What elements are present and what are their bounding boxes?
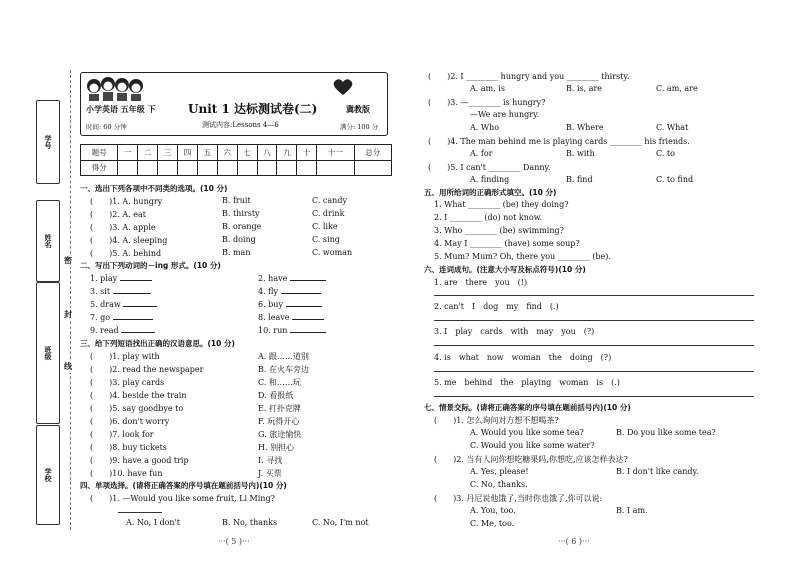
class-label: 班级: [44, 346, 52, 360]
s4-q1-opt-a: A. No, I don't: [126, 518, 180, 527]
score-cell[interactable]: [277, 160, 297, 176]
school-label: 学校: [44, 468, 52, 482]
binding-sidebar: [30, 100, 64, 530]
s6-item: 5. me behind the playing woman is (.): [434, 378, 620, 387]
full-score-label: 满分: 100 分: [340, 123, 379, 131]
s4-q2: ( )2. I ________ hungry and you ________ thirsty.: [428, 72, 630, 81]
score-header-cell: 十一: [317, 145, 354, 161]
score-cell[interactable]: [138, 160, 158, 176]
s3-meaning: C. 和……玩: [258, 378, 301, 387]
s1-q2-c: C. drink: [312, 209, 345, 218]
student-number-box: [36, 100, 60, 184]
heart-icon: [332, 78, 354, 96]
page-number-left: ···( 5 )···: [218, 537, 250, 546]
s1-q1-b: B. fruit: [222, 196, 251, 205]
s4-q3: ( )3. —________ is hungry?: [428, 98, 546, 107]
time-label: 时间: 60 分钟: [86, 123, 127, 131]
score-header-cell: 八: [257, 145, 277, 161]
score-cell[interactable]: [237, 160, 257, 176]
s3-phrase: ( )3. play cards: [90, 378, 165, 387]
s4-q4-opt-a: A. for: [470, 149, 493, 158]
s1-q2-b: B. thirsty: [222, 209, 260, 218]
score-header-cell: 三: [158, 145, 178, 161]
answer-blank[interactable]: [123, 306, 157, 307]
score-header-cell: 二: [138, 145, 158, 161]
s3-meaning: I. 寻找: [258, 456, 283, 465]
answer-line[interactable]: [434, 295, 754, 296]
page-number-value: 5: [231, 537, 237, 546]
s4-q4-opt-c: C. to: [656, 149, 675, 158]
s1-q5-c: C. woman: [312, 248, 353, 257]
cartoon-kids-icon: [84, 74, 146, 102]
s2-word: 9. read: [90, 326, 119, 335]
s1-q4: ( )4. A. sleeping: [90, 236, 168, 245]
s3-meaning: G. 旅途愉快: [258, 430, 302, 439]
school-box: [36, 425, 60, 525]
score-header-cell: 九: [277, 145, 297, 161]
answer-blank[interactable]: [120, 280, 152, 281]
s3-phrase: ( )9. have a good trip: [90, 456, 189, 465]
exam-title: Unit 1 达标测试卷(二): [188, 102, 318, 116]
s1-q5-b: B. man: [222, 248, 251, 257]
s7-q2: ( )2. 当有人问你想吃糖果吗,你想吃,应该怎样表达?: [434, 455, 628, 464]
s5-item: 4. May I ________ (have) some soup?: [434, 239, 580, 248]
answer-line[interactable]: [434, 371, 754, 372]
score-cell[interactable]: [297, 160, 317, 176]
section-6-title: 六、连词成句。(注意大小写及标点符号)(10 分): [424, 265, 586, 274]
score-cell[interactable]: [158, 160, 178, 176]
s5-item: 2. I ________ (do) not know.: [434, 213, 543, 222]
s3-meaning: B. 在火车旁边: [258, 365, 309, 374]
section-1-title: 一、选出下列各项中不同类的选项。(10 分): [80, 184, 228, 193]
s1-q5: ( )5. A. behind: [90, 249, 162, 258]
score-cell[interactable]: [354, 160, 391, 176]
score-table-score-row: [81, 160, 392, 176]
answer-blank[interactable]: [118, 512, 162, 513]
s7-q3-opt-b: B. I am.: [616, 506, 648, 515]
cut-line: [70, 70, 71, 530]
s1-q3-b: B. orange: [222, 222, 262, 231]
section-3-title: 三、给下列短语找出正确的汉语意思。(10 分): [80, 339, 235, 348]
answer-blank[interactable]: [290, 280, 326, 281]
score-cell[interactable]: [257, 160, 277, 176]
s7-q1: ( )1. 怎么询问对方想不想喝茶?: [434, 416, 559, 425]
s2-word: 7. go: [90, 313, 111, 322]
name-box: [36, 200, 60, 282]
s5-item: 1. What ________ (be) they doing?: [434, 200, 569, 209]
score-header-cell: 一: [118, 145, 138, 161]
s6-item: 2. can't I dog my find (.): [434, 302, 559, 311]
s5-item: 5. Mum? Mum? Oh, there you ________ (be).: [434, 252, 611, 261]
answer-blank[interactable]: [121, 332, 155, 333]
s1-q2: ( )2. A. eat: [90, 210, 146, 219]
s2-item: [90, 313, 153, 322]
s7-q1-opt-c: C. Would you like some water?: [470, 441, 595, 450]
page-number-value: 6: [571, 537, 577, 546]
s7-q2-opt-b: B. I don't like candy.: [616, 467, 699, 476]
s7-q2-opt-c: C. No, thanks.: [470, 480, 528, 489]
score-cell[interactable]: [317, 160, 354, 176]
s2-item: [90, 326, 155, 335]
s3-meaning: J. 买票: [258, 469, 282, 478]
s2-item: [258, 326, 326, 335]
s4-q5-opt-a: A. finding: [470, 175, 510, 184]
s2-item: [90, 274, 152, 283]
test-content-label: 测试内容:Lessons 4—6: [202, 121, 279, 129]
s7-q3: ( )3. 丹尼说他饿了,当时你也饿了,你可以说:: [434, 494, 603, 503]
answer-blank[interactable]: [113, 319, 153, 320]
s2-item: [258, 313, 324, 322]
s2-item: [258, 274, 326, 283]
s4-q3-opt-c: C. What: [656, 123, 689, 132]
s1-q4-c: C. sing: [312, 235, 340, 244]
s1-q1-c: C. candy: [312, 196, 347, 205]
s2-word: 10. run: [258, 326, 288, 335]
s3-phrase: ( )6. don't worry: [90, 417, 170, 426]
s1-q4-b: B. doing: [222, 235, 256, 244]
answer-blank[interactable]: [292, 319, 324, 320]
score-table: [80, 144, 392, 176]
answer-line[interactable]: [434, 396, 754, 397]
s2-word: 8. leave: [258, 313, 290, 322]
subject-label: 小学英语 五年级 下: [86, 105, 156, 114]
score-cell[interactable]: [178, 160, 198, 176]
s3-phrase: ( )1. play with: [90, 352, 160, 361]
cut-mark-1: 密: [64, 255, 72, 265]
s6-item: 1. are there you (!): [434, 278, 528, 287]
answer-blank[interactable]: [281, 293, 321, 294]
s4-q3-opt-a: A. Who: [470, 123, 500, 132]
section-2-title: 二、写出下列动词的－ing 形式。(10 分): [80, 261, 221, 270]
s6-item: 3. I play cards with may you (?): [434, 327, 595, 336]
answer-line[interactable]: [434, 320, 754, 321]
s2-item: [258, 287, 321, 296]
s4-q3-reply: —We are hungry.: [470, 110, 540, 119]
s7-q1-opt-b: B. Do you like some tea?: [616, 428, 716, 437]
s2-word: 6. buy: [258, 300, 283, 309]
score-header-cell: 七: [237, 145, 257, 161]
s1-q3-c: C. like: [312, 222, 338, 231]
s7-q2-opt-a: A. Yes, please!: [470, 467, 529, 476]
s4-q1-opt-c: C. No, I'm not: [312, 518, 369, 527]
s5-item: 3. Who ________ (be) swimming?: [434, 226, 564, 235]
s7-q3-opt-a: A. You, too.: [470, 506, 516, 515]
score-table-header-row: [81, 145, 392, 161]
score-row-label: 得分: [81, 160, 118, 176]
page-number-right: ···( 6 )···: [558, 537, 590, 546]
s3-meaning: E. 打扑克牌: [258, 404, 301, 413]
section-5-title: 五、用所给词的正确形式填空。(10 分): [424, 188, 557, 197]
s3-phrase: ( )8. buy tickets: [90, 443, 167, 452]
score-header-cell: 四: [178, 145, 198, 161]
s4-q1-opt-b: B. No, thanks: [222, 518, 278, 527]
s4-q2-opt-a: A. am, is: [470, 84, 505, 93]
score-cell[interactable]: [217, 160, 237, 176]
score-header-cell: 总分: [354, 145, 391, 161]
score-header-cell: 五: [197, 145, 217, 161]
s3-meaning: D. 看报纸: [258, 391, 294, 400]
s1-q3: ( )3. A. apple: [90, 223, 156, 232]
cut-mark-2: 封: [64, 309, 72, 319]
s3-phrase: ( )5. say goodbye to: [90, 404, 184, 413]
s2-word: 2. have: [258, 274, 288, 283]
s2-word: 1. play: [90, 274, 118, 283]
s2-item: [90, 300, 157, 309]
s4-q1: ( )1. —Would you like some fruit, Li Ming?: [90, 494, 275, 503]
s4-q2-opt-b: B. is, are: [566, 84, 603, 93]
s7-q3-opt-c: C. Me, too.: [470, 519, 515, 528]
s4-q3-opt-b: B. Where: [566, 123, 604, 132]
score-header-cell: 六: [217, 145, 237, 161]
s3-phrase: ( )2. read the newspaper: [90, 365, 204, 374]
s2-item: [90, 287, 151, 296]
class-box: [36, 282, 60, 424]
s3-phrase: ( )10. have fun: [90, 469, 163, 478]
answer-blank[interactable]: [286, 306, 322, 307]
s1-q1: ( )1. A. hungry: [90, 197, 163, 206]
s4-q5: ( )5. I can't ________ Danny.: [428, 163, 551, 172]
answer-blank[interactable]: [113, 293, 151, 294]
name-label: 姓名: [44, 234, 52, 248]
s3-meaning: H. 别担心: [258, 443, 295, 452]
s7-q1-opt-a: A. Would you like some tea?: [470, 428, 584, 437]
score-cell[interactable]: [197, 160, 217, 176]
score-header-cell: 十: [297, 145, 317, 161]
s4-q5-opt-c: C. to find: [656, 175, 694, 184]
s3-meaning: A. 跟……道别: [258, 352, 309, 361]
s4-q5-opt-b: B. find: [566, 175, 593, 184]
score-header-cell: 题号: [81, 145, 118, 161]
s4-q4: ( )4. The man behind me is playing cards ________ his friends.: [428, 137, 690, 146]
s2-word: 3. sit: [90, 287, 111, 296]
s2-item: [258, 300, 322, 309]
s3-meaning: F. 玩得开心: [258, 417, 300, 426]
s2-word: 4. fly: [258, 287, 279, 296]
s3-phrase: ( )7. look for: [90, 430, 154, 439]
s4-q2-opt-c: C. am, are: [656, 84, 698, 93]
answer-blank[interactable]: [290, 332, 326, 333]
s2-word: 5. draw: [90, 300, 121, 309]
answer-line[interactable]: [434, 345, 754, 346]
section-7-title: 七、情景交际。(请将正确答案的序号填在题前括号内)(10 分): [424, 403, 631, 412]
student-number-label: 学号: [44, 135, 52, 149]
edition-label: 冀教版: [346, 105, 370, 114]
s6-item: 4. is what now woman the doing (?): [434, 353, 612, 362]
score-cell[interactable]: [118, 160, 138, 176]
section-4-title: 四、单项选择。(请将正确答案的序号填在题前括号内)(10 分): [80, 481, 287, 490]
s3-phrase: ( )4. beside the train: [90, 391, 187, 400]
s4-q4-opt-b: B. with: [566, 149, 595, 158]
cut-mark-3: 线: [64, 361, 72, 371]
